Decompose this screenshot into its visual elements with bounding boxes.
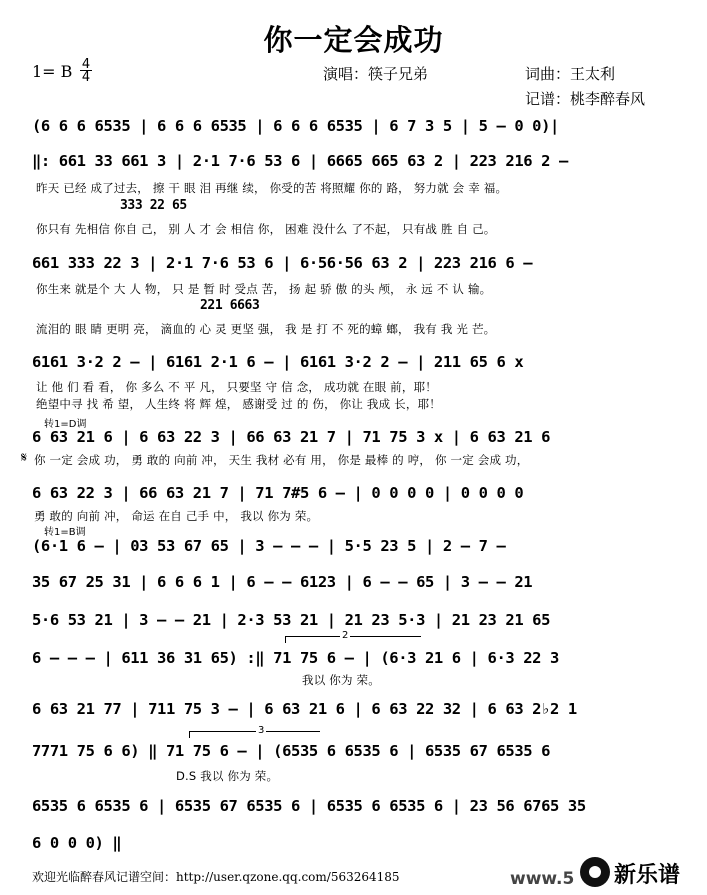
volta-number-3: 3: [258, 725, 265, 736]
key-change-b: 转1=B调: [44, 527, 86, 538]
lyric-line-3a: 你生来 就是个 大 人 物， 只 是 暂 时 受点 苦， 扬 起 骄 傲 的头 颅， 永 远 不 认 输。: [36, 282, 492, 296]
lyric-line-4b: 绝望中寻 找 希 望， 人生终 将 辉 煌， 感谢受 过 的 伤， 你让 我成 长，耶！: [36, 397, 441, 411]
singer-credit: 演唱：筷子兄弟: [323, 65, 429, 83]
time-signature-bottom: 4: [81, 70, 91, 85]
volta-number-2: 2: [342, 630, 349, 641]
notation-line-4: 6161 3·2 2 — | 6161 2·1 6 — | 6161 3·2 2 — | 211 65 6 x: [32, 353, 524, 371]
notation-line-3: 661 333 22 3 | 2·1 7·6 53 6 | 6·56·56 63 2 | 223 216 6 —: [32, 254, 533, 272]
footer-text: 欢迎光临醉春风记谱空间：http://user.qzone.qq.com/563264185: [32, 870, 400, 884]
lyric-line-2b: 你只有 先相信 你自 己， 别 人 才 会 相信 你， 困难 没什么 了不起， 只有战 胜 自 己。: [36, 222, 496, 236]
lyric-line-4a: 让 他 们 看 看， 你 多么 不 平 凡， 只要坚 守 信 念， 成功就 在眼 前，耶！: [36, 380, 437, 394]
lyric-line-12: D.S 我以 你为 荣。: [176, 769, 279, 783]
record-disc-icon: [580, 857, 610, 887]
notation-line-12: 7771 75 6 6) ‖ 71 75 6 — | (6535 6 6535 6 | 6535 67 6535 6: [32, 742, 551, 760]
key-signature: 1= B: [32, 62, 73, 81]
notation-line-11: 6 63 21 77 | 711 75 3 — | 6 63 21 6 | 6 63 22 32 | 6 63 2♭2 1: [32, 700, 577, 718]
notation-line-8: 35 67 25 31 | 6 6 6 1 | 6 — — 6123 | 6 — — 65 | 3 — — 21: [32, 573, 533, 591]
notation-line-6: 6 63 22 3 | 66 63 21 7 | 71 7#5 6 — | 0 0 0 0 | 0 0 0 0: [32, 484, 524, 502]
notation-line-9: 5·6 53 21 | 3 — — 21 | 2·3 53 21 | 21 23 5·3 | 21 23 21 65: [32, 611, 551, 629]
song-title: 你一定会成功: [263, 23, 444, 57]
key-change-d: 转1=D调: [44, 419, 87, 430]
volta-bracket-3: [189, 731, 320, 738]
alt-notes-2: 333 22 65: [120, 198, 187, 213]
transcriber-credit: 记谱：桃李醉春风: [525, 90, 646, 108]
watermark: www.5: [510, 869, 575, 889]
composer-credit: 词曲：王太利: [525, 65, 616, 83]
lyric-line-5: 你 一定 会成 功， 勇 敢的 向前 冲， 天生 我材 必有 用， 你是 最棒 的 哼， 你 一定 会成 功，: [34, 453, 529, 467]
lyric-line-6: 勇 敢的 向前 冲， 命运 在自 己手 中， 我以 你为 荣。: [34, 509, 319, 523]
notation-line-2: ‖: 661 33 661 3 | 2·1 7·6 53 6 | 6665 665 63 2 | 223 216 2 —: [32, 152, 568, 170]
alt-notes-3: 221 6663: [200, 298, 260, 313]
notation-line-5: 6 63 21 6 | 6 63 22 3 | 66 63 21 7 | 71 75 3 x | 6 63 21 6: [32, 428, 551, 446]
site-logo: 新乐谱: [614, 863, 681, 888]
time-signature-top: 4: [81, 57, 91, 72]
notation-line-1: (6 6 6 6535 | 6 6 6 6535 | 6 6 6 6535 | 6 7 3 5 | 5 — 0 0)|: [32, 117, 559, 135]
lyric-line-2a: 昨天 已经 成了过去， 擦 干 眼 泪 再继 续， 你受的苦 将照耀 你的 路， 努力就 会 幸 福。: [36, 181, 508, 195]
lyric-line-10: 我以 你为 荣。: [302, 673, 380, 687]
lyric-line-3b: 流泪的 眼 睛 更明 亮， 滴血的 心 灵 更坚 强， 我 是 打 不 死的蟑 螂， 我有 我 光 芒。: [36, 322, 496, 336]
notation-line-10: 6 — — — | 611 36 31 65) :‖ 71 75 6 — | (6·3 21 6 | 6·3 22 3: [32, 649, 559, 667]
segno-icon: 𝄋: [21, 450, 28, 466]
notation-line-14: 6 0 0 0) ‖: [32, 834, 122, 852]
volta-bracket-2: [285, 636, 421, 643]
notation-line-7: (6·1 6 — | 03 53 67 65 | 3 — — — | 5·5 23 5 | 2 — 7 —: [32, 537, 506, 555]
notation-line-13: 6535 6 6535 6 | 6535 67 6535 6 | 6535 6 6535 6 | 23 56 6765 35: [32, 797, 586, 815]
